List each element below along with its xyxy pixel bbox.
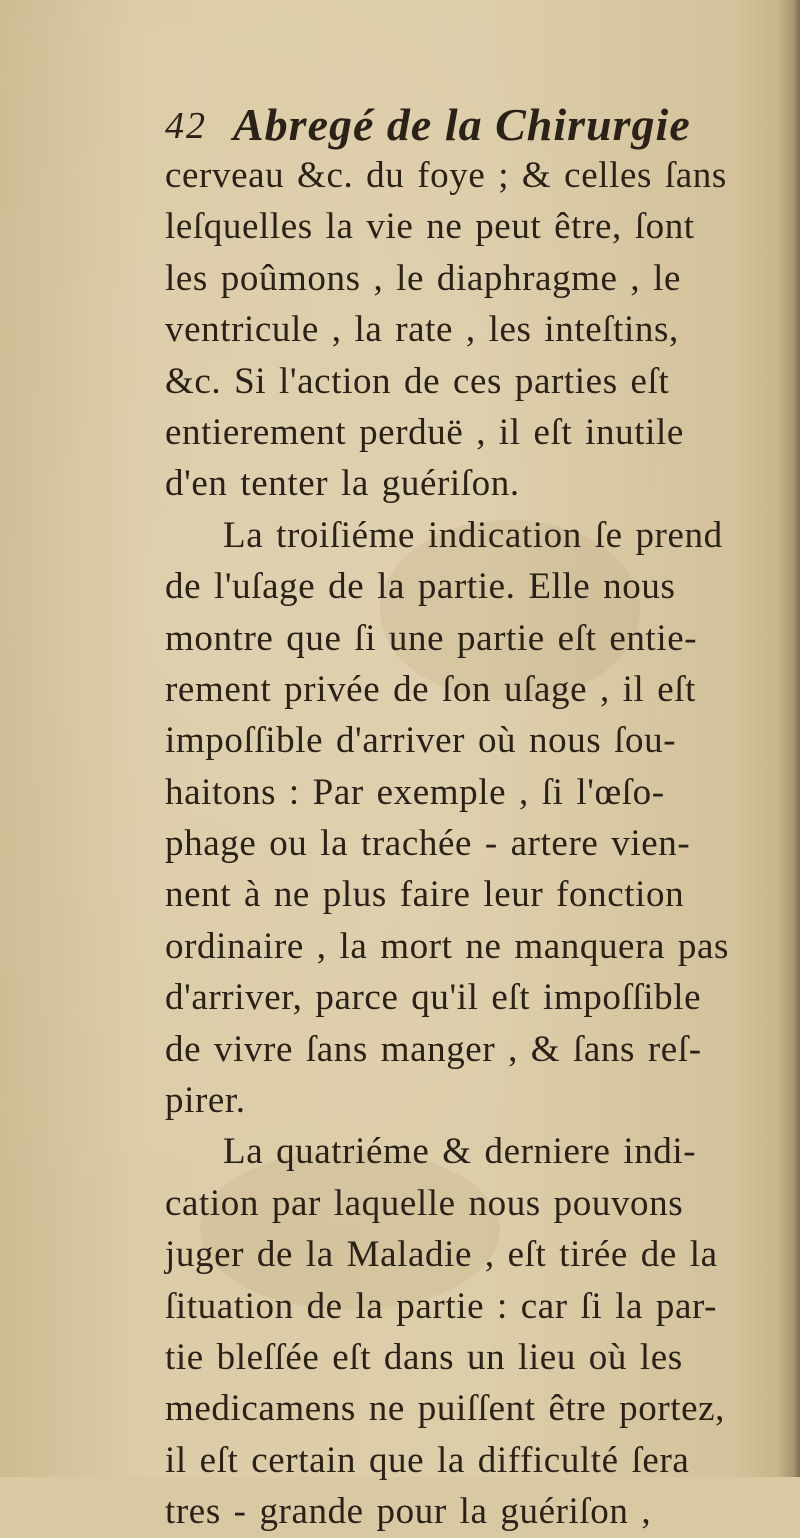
text-line: pirer. [165, 1080, 246, 1122]
paragraph-start-line: La quatriéme & derniere indi- [223, 1131, 697, 1173]
text-line: &c. Si l'action de ces parties eſt [165, 360, 670, 402]
body-text [165, 150, 787, 1538]
text-line: impoſſible d'arriver où nous ſou- [165, 720, 677, 762]
text-line: d'arriver, parce qu'il eſt impoſſible [165, 977, 702, 1019]
text-line: ordinaire , la mort ne manquera pas [165, 925, 729, 967]
text-line: juger de la Maladie , eſt tirée de la [165, 1234, 718, 1276]
text-line: les poûmons , le diaphragme , le [165, 257, 682, 299]
text-line: phage ou la trachée - artere vien- [165, 823, 691, 865]
text-line: tie bleſſée eſt dans un lieu où les [165, 1336, 683, 1378]
page-gutter-shadow [778, 0, 800, 1477]
text-line: tres - grande pour la guériſon , [165, 1491, 652, 1533]
running-title: Abregé de la Chirurgie [233, 99, 691, 150]
text-line: entierement perduë , il eſt inutile [165, 411, 684, 453]
text-line: leſquelles la vie ne peut être, ſont [165, 206, 695, 248]
text-line: cerveau &c. du foye ; & celles ſans [165, 155, 727, 196]
text-line: d'en tenter la guériſon. [165, 463, 520, 505]
text-line: ſituation de la partie : car ſi la par- [165, 1285, 718, 1327]
paragraph-start-line: La troiſiéme indication ſe prend [223, 514, 723, 556]
text-line: medicamens ne puiſſent être portez, [165, 1388, 726, 1430]
page-header [165, 98, 765, 150]
text-line: nent à ne plus faire leur fonction [165, 874, 685, 916]
page-number: 42 [165, 105, 207, 147]
text-line: cation par laquelle nous pouvons [165, 1182, 684, 1224]
text-line: de vivre ſans manger , & ſans reſ- [165, 1028, 702, 1070]
text-line: montre que ſi une partie eſt entie- [165, 617, 698, 659]
text-line: ventricule , la rate , les inteſtins, [165, 309, 679, 351]
text-line: rement privée de ſon uſage , il eſt [165, 668, 697, 710]
text-line: il eſt certain que la difficulté ſera [165, 1439, 690, 1481]
text-line: de l'uſage de la partie. Elle nous [165, 566, 676, 608]
text-line: haitons : Par exemple , ſi l'œſo- [165, 771, 665, 813]
